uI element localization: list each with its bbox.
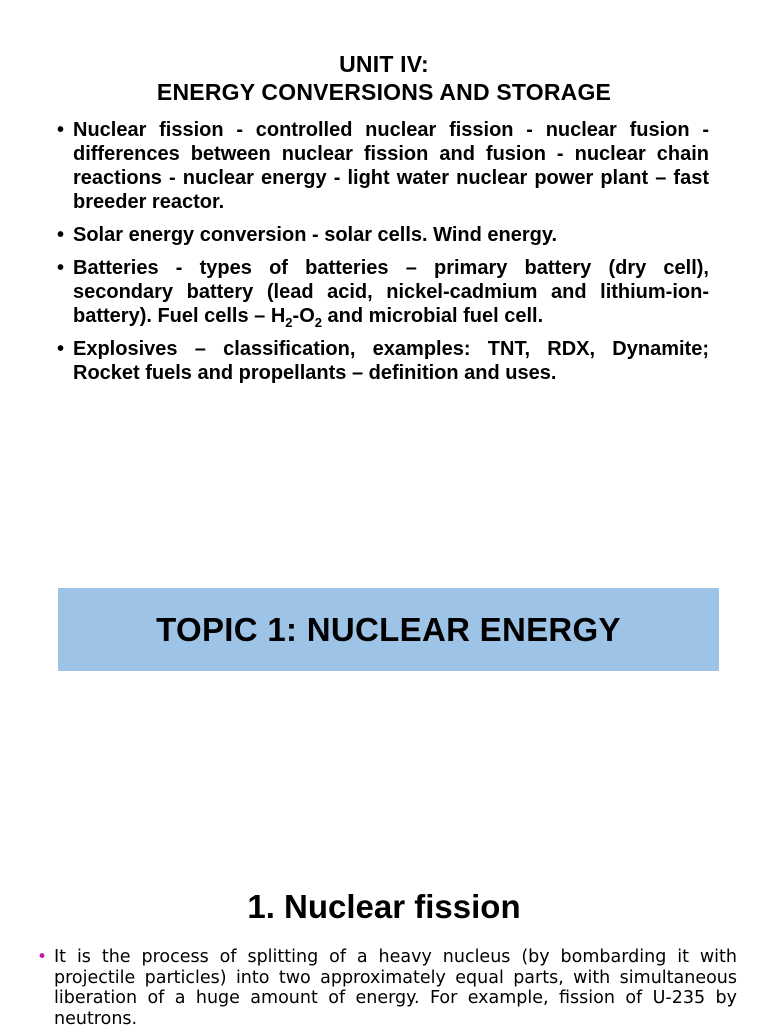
syllabus-item-solar <box>57 223 709 247</box>
unit-name: ENERGY CONVERSIONS AND STORAGE <box>156 79 612 105</box>
syllabus-item-batteries <box>57 256 709 328</box>
syllabus-item-nuclear <box>57 118 709 214</box>
fission-definition <box>37 947 737 1029</box>
syllabus-item-text: Nuclear fission - controlled nuclear fission - nuclear fusion - differences between nuclear fission and fusion - nuclear chain reactions - nuclear energy - light water nuclear power plant – fast breeder reactor. <box>73 119 709 213</box>
syllabus-item-text: Explosives – classification, examples: TNT, RDX, Dynamite; Rocket fuels and propellants – definition and uses. <box>73 338 709 384</box>
topic-banner <box>58 588 719 671</box>
bullet-icon: • <box>57 119 65 141</box>
unit-title <box>0 50 768 106</box>
syllabus-list <box>57 118 709 394</box>
fission-definition-text: It is the process of splitting of a heavy nucleus (by bombarding it with projectile particles) into two approximately equal parts, with simultaneous liberation of a huge amount of energy. For example, fission of U-235 by neutrons. <box>54 947 737 1029</box>
syllabus-item-text: Batteries - types of batteries – primary battery (dry cell), secondary battery (lead acid, nickel-cadmium and lithium-ion-battery). Fuel cells – $H_2-O_2$ and microbial fuel cell. <box>73 257 709 330</box>
bullet-icon: • <box>57 257 65 279</box>
syllabus-item-explosives <box>57 337 709 385</box>
bullet-icon: • <box>57 224 65 246</box>
syllabus-item-text: Solar energy conversion - solar cells. Wind energy. <box>73 224 558 246</box>
fission-definition-list <box>37 947 737 1029</box>
unit-number: UNIT IV: <box>339 51 429 77</box>
bullet-icon: • <box>57 338 65 360</box>
bullet-icon: • <box>37 947 48 967</box>
section-heading: 1. Nuclear fission <box>247 888 521 925</box>
topic-title: TOPIC 1: NUCLEAR ENERGY <box>156 610 621 648</box>
